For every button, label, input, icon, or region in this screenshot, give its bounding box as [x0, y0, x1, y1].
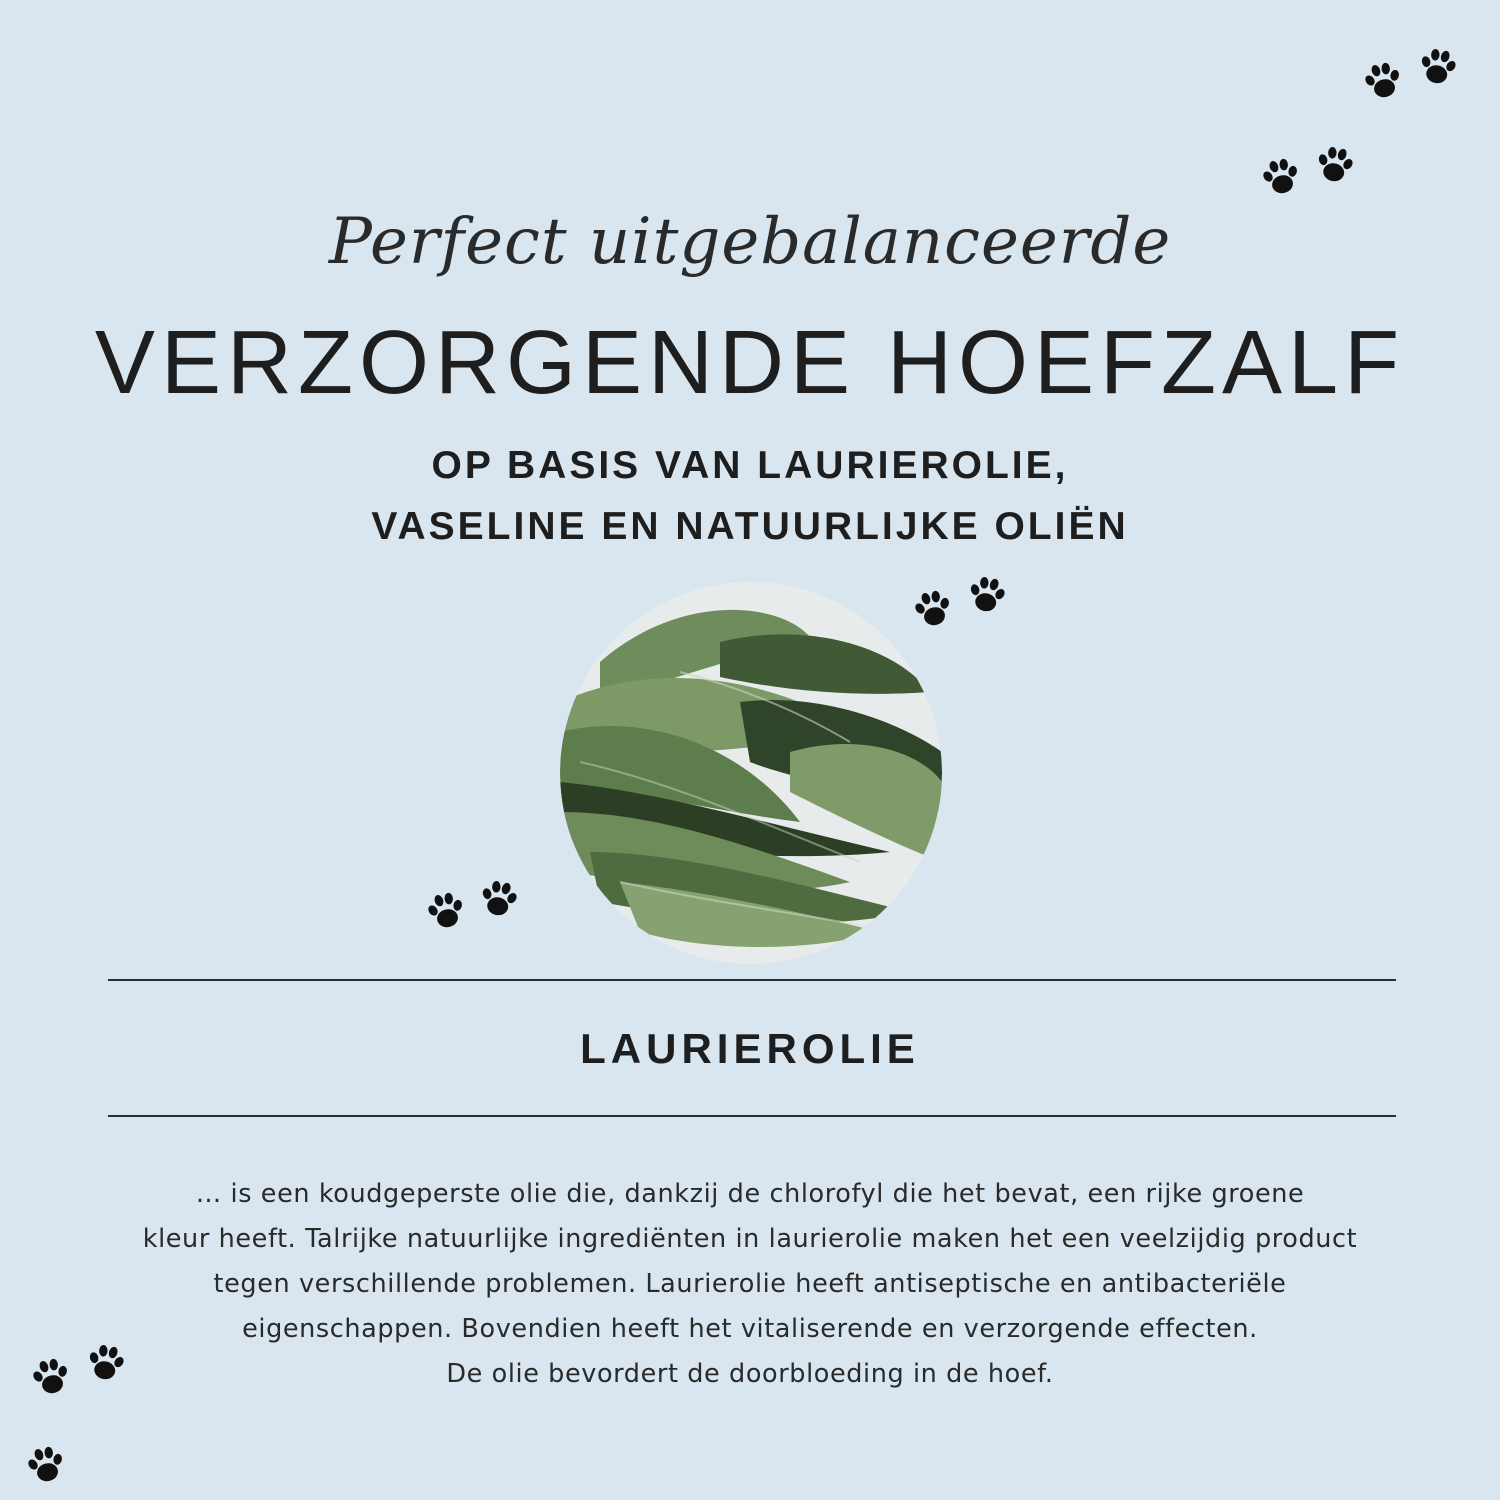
body-line: … is een koudgeperste olie die, dankzij de chlorofyl die het bevat, een rijke groene — [195, 1179, 1305, 1209]
body-line: kleur heeft. Talrijke natuurlijke ingrediënten in laurierolie maken het een veelzijdig product — [142, 1224, 1358, 1254]
paw-print-icon — [82, 1339, 131, 1388]
script-title: Perfect uitgebalanceerde — [328, 205, 1172, 279]
subtitle-line-1: OP BASIS VAN LAURIEROLIE, — [431, 444, 1069, 487]
paw-print-icon — [908, 584, 958, 634]
body-line: tegen verschillende problemen. Laurierolie heeft antiseptische en antibacteriële — [213, 1269, 1287, 1299]
paw-print-icon — [421, 886, 471, 936]
paw-print-icon — [963, 571, 1012, 620]
paw-print-icon — [1256, 152, 1306, 202]
body-line: De olie bevordert de doorbloeding in de hoef. — [446, 1359, 1054, 1389]
paw-print-icon — [475, 875, 524, 924]
section-body — [90, 1172, 1410, 1397]
laurel-leaves-image — [560, 582, 942, 964]
section-title: LAURIEROLIE — [580, 1025, 920, 1072]
paw-print-icon — [21, 1440, 71, 1490]
subtitle-line-2: VASELINE EN NATUURLIJKE OLIËN — [371, 505, 1129, 548]
paw-print-icon — [1414, 43, 1463, 92]
body-line: eigenschappen. Bovendien heeft het vitaliserende en verzorgende effecten. — [242, 1314, 1258, 1344]
paw-print-icon — [1311, 141, 1360, 190]
paw-print-icon — [1358, 56, 1408, 106]
divider-bottom — [108, 1115, 1396, 1117]
main-title: VERZORGENDE HOEFZALF — [94, 313, 1406, 413]
paw-print-icon — [26, 1352, 76, 1402]
divider-top — [108, 979, 1396, 981]
laurel-leaves-illustration — [560, 582, 942, 964]
